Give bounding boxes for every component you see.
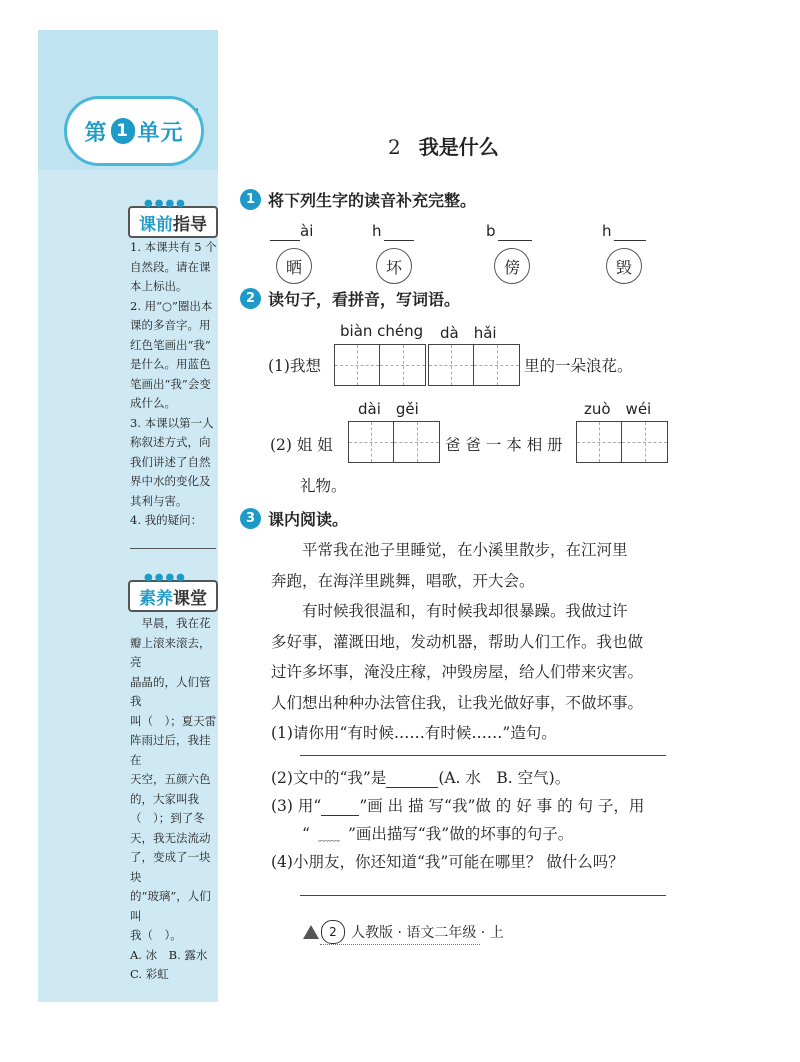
pinyin-hint: biàn chéng [340,322,424,340]
guide-line: 界中水的变化及 [130,474,211,488]
literacy-line: 叫（ ）；夏天雷 [130,713,217,728]
lesson-title: 我是什么 [418,135,499,159]
question-text: (A. 水 B. 空气)。 [438,769,571,787]
guide-line: 2. 用“○”圈出本 [130,298,213,313]
literacy-line: 瓣上滚来滚去，亮 [130,635,211,669]
grid-cell[interactable] [394,422,439,462]
question-text: ”画 出 描 写“我”做 的 好 事 的 句 子，用 [359,797,645,815]
unit-number: 1 [111,118,135,144]
guide-line: 自然段。请在课 [130,259,211,274]
guide-heading-b: 指导 [173,214,207,235]
guide-text [130,238,218,531]
writing-grid[interactable] [428,344,520,386]
question-text: (3) 用“ [271,797,322,815]
pinyin-blank[interactable] [384,240,414,241]
literacy-line: A. 冰 B. 露水 [130,947,208,962]
pinyin-hint: h [602,222,612,240]
page-number: 2 [321,920,345,944]
guide-line: 本上标出。 [130,279,188,293]
guide-line: 红色笔画出“我” [130,337,211,352]
section-title: 将下列生字的读音补充完整。 [268,191,477,210]
literacy-line: 早晨，我在花 [130,616,211,630]
grid-cell[interactable] [474,345,519,385]
question-text: (1)请你用“有时候……有时候……”造句。 [271,724,557,742]
section-number-badge: 1 [240,189,261,210]
guide-line: 称叙述方式，向 [130,435,211,449]
pinyin-hint: zuò wéi [584,400,652,418]
character-circle: 晒 [276,248,312,284]
passage-line: 奔跑，在海洋里跳舞，唱歌，开大会。 [271,571,535,590]
question-text: (1)我想 [268,357,321,375]
question-text: 爸 爸 一 本 相 册 [445,436,563,454]
question-text: 里的一朵浪花。 [524,357,633,375]
grid-cell[interactable] [380,345,425,385]
footer-divider [320,944,480,945]
question-3 [271,794,644,816]
character-circle: 坏 [376,248,412,284]
grid-cell[interactable] [429,345,474,385]
pinyin-hint: dà hǎi [440,324,497,342]
guide-line: 1. 本课共有 5 个 [130,240,217,254]
grid-cell[interactable] [622,422,667,462]
literacy-line: 了，变成了一块块 [130,850,211,884]
passage-line: 多好事，灌溉田地，发动机器，帮助人们工作。我也做 [271,632,644,651]
literacy-heading-b: 课堂 [173,588,207,609]
question-3-cont [302,822,573,844]
writing-grid[interactable] [334,344,426,386]
guide-line: 成什么。 [130,396,176,410]
passage-line: 人们想出种种办法管住我，让我光做好事，不做坏事。 [271,693,644,712]
question-text: “ [302,825,310,843]
pinyin-hint: h [372,222,382,240]
writing-grid[interactable] [576,421,668,463]
literacy-text [130,614,218,985]
page-footer [303,918,504,946]
guide-line: 其利与害。 [130,493,188,508]
tree-icon [303,925,319,939]
answer-line[interactable] [130,548,216,549]
literacy-line: 天，我无法流动 [130,830,211,845]
pinyin-hint: ài [300,222,314,240]
question-text: ”画出描写“我”做的坏事的句子。 [347,825,574,843]
question-text: (4)小朋友，你还知道“我”可能在哪里？ 做什么吗？ [271,853,624,871]
guide-line: 是什么。用蓝色 [130,357,211,371]
guide-line: 3. 本课以第一人 [130,415,214,430]
lesson-number: 2 [388,135,401,159]
page-title [388,131,499,160]
literacy-line: 的“玻璃”，人们叫 [130,889,211,923]
answer-line[interactable] [300,755,666,756]
grid-cell[interactable] [349,422,394,462]
straight-line-sample [321,799,359,816]
pinyin-blank[interactable] [498,240,532,241]
passage-line: 平常我在池子里睡觉，在小溪里散步，在江河里 [271,541,628,559]
guide-heading [128,198,218,238]
edition-label: 人教版 · 语文二年级 · 上 [351,925,504,941]
answer-line[interactable] [300,895,666,896]
literacy-line: 阵雨过后，我挂在 [130,733,211,767]
literacy-line: 我（ ）。 [130,928,182,942]
guide-line: 我们讲述了自然 [130,454,211,469]
section-number-badge: 3 [240,508,261,529]
literacy-line: （ ）；到了冬 [130,811,205,825]
dots-decoration-icon: ●●●● [144,198,187,209]
character-circle: 毁 [606,248,642,284]
pinyin-hint: b [486,222,496,240]
section-title: 读句子，看拼音，写词语。 [268,290,461,309]
literacy-line: 晶晶的，人们管我 [130,674,211,708]
literacy-line: C. 彩虹 [130,967,169,981]
pinyin-hint: dài gěi [358,400,419,418]
wavy-line-sample: ﹏﹏ [317,830,340,843]
passage-line: 过许多坏事，淹没庄稼，冲毁房屋，给人们带来灾害。 [271,663,644,681]
pinyin-blank[interactable] [270,240,300,241]
guide-line: 笔画出“我”会变 [130,376,211,391]
section-number-badge: 2 [240,288,261,309]
guide-line: 4. 我的疑问： [130,513,203,527]
question-2 [271,766,570,788]
section-title: 课内阅读。 [268,510,349,529]
literacy-line: 的，大家叫我 [130,791,199,806]
grid-cell[interactable] [335,345,380,385]
literacy-heading [128,572,218,612]
unit-badge [64,96,204,166]
question-text: 礼物。 [300,477,347,495]
literacy-heading-a: 素养 [139,588,173,609]
grid-cell[interactable] [577,422,622,462]
unit-suffix: 单元 [137,120,184,146]
question-text: (2)文中的“我”是 [271,769,387,787]
guide-line: 课的多音字。用 [130,318,211,332]
pinyin-blank[interactable] [614,240,646,241]
question-text: (2) 姐 姐 [270,436,333,454]
reading-passage [271,535,667,749]
literacy-line: 天空，五颜六色 [130,772,211,786]
guide-heading-a: 课前 [139,214,173,235]
unit-prefix: 第 [84,120,108,146]
writing-grid[interactable] [348,421,440,463]
answer-blank[interactable] [386,771,438,788]
passage-line: 有时候我很温和，有时候我却很暴躁。我做过许 [271,602,628,620]
character-circle: 傍 [494,248,530,284]
dots-decoration-icon: ●●●● [144,572,187,583]
